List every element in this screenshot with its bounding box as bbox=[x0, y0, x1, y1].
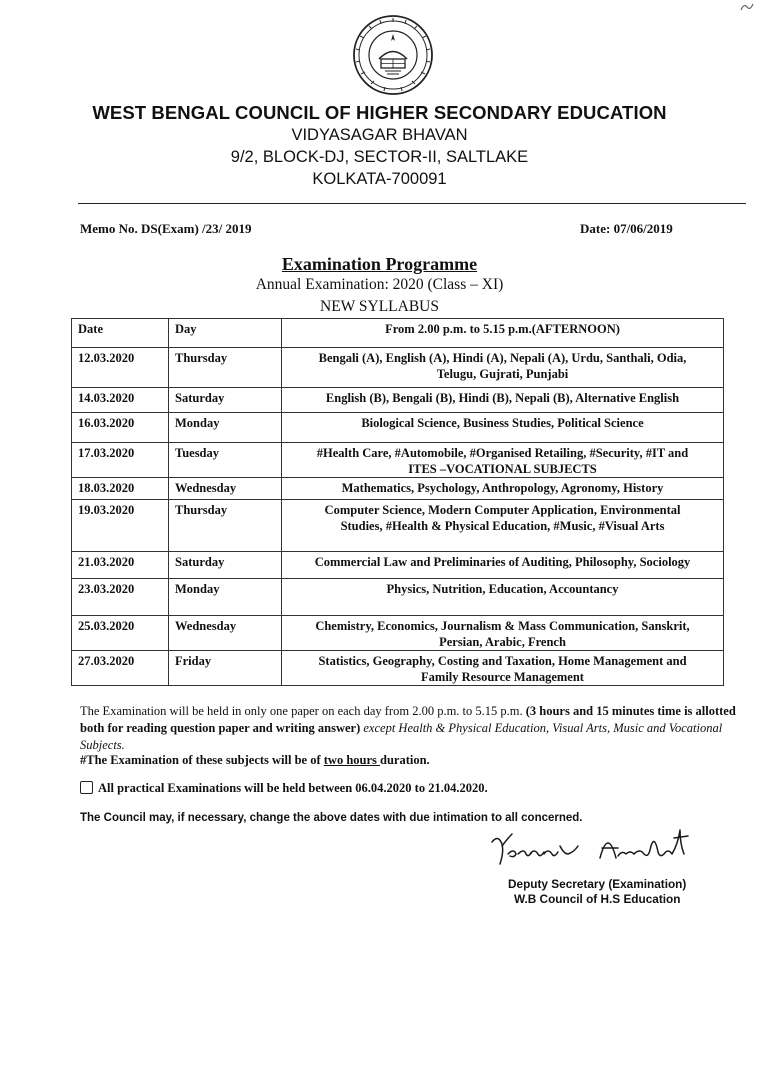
practical-exam-note: All practical Examinations will be held between 06.04.2020 to 21.04.2020. bbox=[98, 781, 488, 795]
signature-date bbox=[668, 854, 669, 855]
date-cell: 14.03.2020 bbox=[72, 388, 169, 413]
date-cell: 17.03.2020 bbox=[72, 443, 169, 478]
subjects-cell bbox=[282, 413, 724, 443]
date-cell: 16.03.2020 bbox=[72, 413, 169, 443]
programme-syllabus: NEW SYLLABUS bbox=[320, 298, 439, 315]
subjects-cell bbox=[282, 579, 724, 616]
council-title: WEST BENGAL COUNCIL OF HIGHER SECONDARY EDUCATION bbox=[92, 102, 667, 123]
subjects-line: Telugu, Gujrati, Punjabi bbox=[436, 367, 569, 381]
programme-title-text: Examination Programme bbox=[281, 254, 478, 274]
date-cell: 21.03.2020 bbox=[72, 552, 169, 579]
subjects-line: Bengali (A), English (A), Hindi (A), Nepali (A), Urdu, Santhali, Odia, bbox=[318, 351, 687, 365]
table-row bbox=[72, 651, 724, 686]
day-cell: Tuesday bbox=[169, 443, 282, 478]
subjects-line: Studies, #Health & Physical Education, #Music, #Visual Arts bbox=[340, 519, 665, 533]
day-cell: Friday bbox=[169, 651, 282, 686]
subjects-line: Family Resource Management bbox=[421, 670, 584, 684]
handwritten-signature bbox=[488, 824, 743, 884]
subjects-line: Chemistry, Economics, Journalism & Mass Communication, Sanskrit, bbox=[315, 619, 690, 633]
day-cell: Thursday bbox=[169, 348, 282, 388]
table-row bbox=[72, 388, 724, 413]
subjects-line: Commercial Law and Preliminaries of Auditing, Philosophy, Sociology bbox=[314, 555, 691, 569]
date-cell: 27.03.2020 bbox=[72, 651, 169, 686]
column-header-date: Date bbox=[72, 319, 169, 348]
table-row bbox=[72, 348, 724, 388]
day-cell: Thursday bbox=[169, 500, 282, 552]
subjects-line: Physics, Nutrition, Education, Accountancy bbox=[386, 582, 619, 596]
subjects-cell bbox=[282, 651, 724, 686]
subjects-cell bbox=[282, 443, 724, 478]
council-seal-icon bbox=[352, 14, 434, 96]
corner-scan-mark bbox=[740, 2, 754, 12]
day-cell: Saturday bbox=[169, 388, 282, 413]
signatory-title: Deputy Secretary (Examination) bbox=[508, 877, 687, 891]
subjects-cell bbox=[282, 478, 724, 500]
memo-number: Memo No. DS(Exam) /23/ 2019 bbox=[80, 221, 252, 236]
subjects-cell bbox=[282, 616, 724, 651]
table-row bbox=[72, 552, 724, 579]
programme-subtitle: Annual Examination: 2020 (Class – XI) bbox=[255, 276, 504, 293]
note-text: #The Examination of these subjects will be of bbox=[80, 753, 324, 767]
table-row bbox=[72, 478, 724, 500]
memo-date: Date: 07/06/2019 bbox=[580, 221, 673, 236]
subjects-line: English (B), Bengali (B), Hindi (B), Nepali (B), Alternative English bbox=[325, 391, 680, 405]
exam-schedule-table bbox=[71, 318, 724, 686]
subjects-cell bbox=[282, 388, 724, 413]
note-italic-text: except Health & Physical Education, Visual Arts, Music and Vocational Subjects. bbox=[80, 721, 723, 752]
address-line-2: 9/2, BLOCK-DJ, SECTOR-II, SALTLAKE bbox=[230, 148, 529, 166]
table-row bbox=[72, 500, 724, 552]
column-header-day: Day bbox=[169, 319, 282, 348]
date-cell: 25.03.2020 bbox=[72, 616, 169, 651]
table-row bbox=[72, 443, 724, 478]
subjects-cell bbox=[282, 500, 724, 552]
two-hours-note bbox=[80, 752, 750, 769]
note-bold-text: (3 hours and 15 minutes time is allotted both for reading question paper and writing answer) bbox=[80, 704, 736, 735]
table-row bbox=[72, 579, 724, 616]
subjects-cell bbox=[282, 552, 724, 579]
subjects-line: Statistics, Geography, Costing and Taxation, Home Management and bbox=[318, 654, 687, 668]
note-text: The Examination will be held in only one paper on each day from 2.00 p.m. to 5.15 p.m. bbox=[80, 704, 526, 718]
date-cell: 18.03.2020 bbox=[72, 478, 169, 500]
note-underlined-text: two hours bbox=[323, 753, 381, 767]
table-row bbox=[72, 616, 724, 651]
header-divider bbox=[78, 203, 746, 204]
note-text: duration. bbox=[380, 753, 430, 767]
exam-duration-note bbox=[80, 703, 750, 754]
subjects-line: ITES –VOCATIONAL SUBJECTS bbox=[408, 462, 597, 476]
table-header-row bbox=[72, 319, 724, 348]
subjects-line: Persian, Arabic, French bbox=[439, 635, 566, 649]
day-cell: Wednesday bbox=[169, 478, 282, 500]
council-change-note: The Council may, if necessary, change the above dates with due intimation to all concerned. bbox=[80, 812, 583, 824]
column-header-subjects: From 2.00 p.m. to 5.15 p.m.(AFTERNOON) bbox=[282, 319, 724, 348]
subjects-line: Mathematics, Psychology, Anthropology, Agronomy, History bbox=[341, 481, 664, 495]
signature-name bbox=[472, 852, 727, 853]
subjects-line: #Health Care, #Automobile, #Organised Retailing, #Security, #IT and bbox=[316, 446, 689, 460]
date-cell: 23.03.2020 bbox=[72, 579, 169, 616]
table-row bbox=[72, 413, 724, 443]
day-cell: Wednesday bbox=[169, 616, 282, 651]
address-line-1: VIDYASAGAR BHAVAN bbox=[291, 126, 468, 144]
date-cell: 19.03.2020 bbox=[72, 500, 169, 552]
subjects-line: Computer Science, Modern Computer Application, Environmental bbox=[324, 503, 681, 517]
date-cell: 12.03.2020 bbox=[72, 348, 169, 388]
address-line-3: KOLKATA-700091 bbox=[312, 170, 447, 188]
subjects-line: Biological Science, Business Studies, Political Science bbox=[361, 416, 644, 430]
signatory-organisation: W.B Council of H.S Education bbox=[514, 892, 681, 906]
day-cell: Saturday bbox=[169, 552, 282, 579]
day-cell: Monday bbox=[169, 579, 282, 616]
subjects-cell bbox=[282, 348, 724, 388]
day-cell: Monday bbox=[169, 413, 282, 443]
programme-title bbox=[0, 254, 759, 275]
